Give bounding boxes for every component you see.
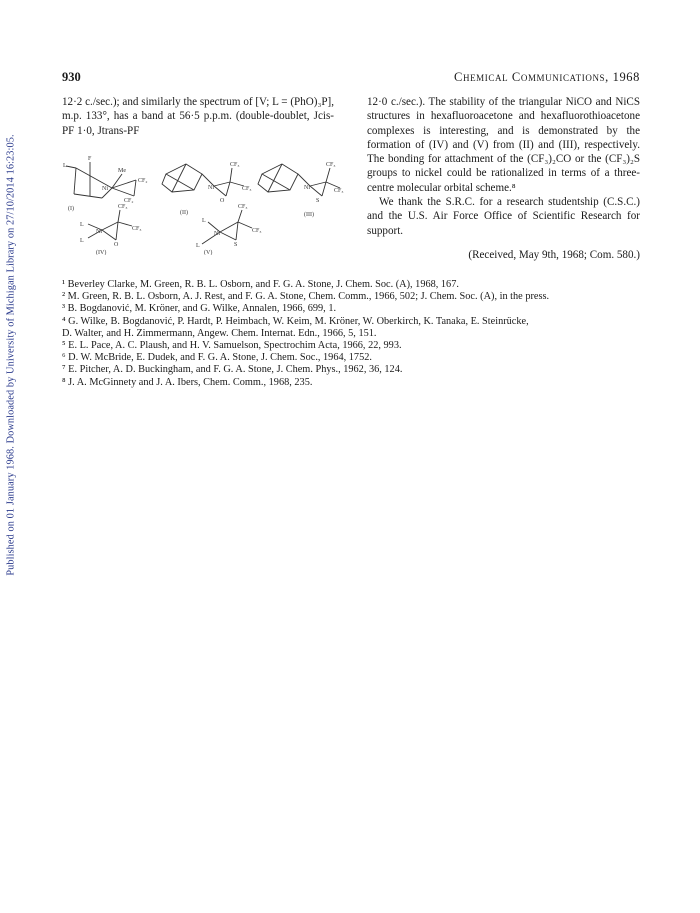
label-compound-v: (V) — [204, 250, 213, 255]
label-cf3a-ii: CF₃ — [230, 162, 240, 168]
label-compound-iv: (IV) — [96, 250, 107, 255]
structure-i — [63, 156, 147, 212]
left-column — [62, 95, 334, 138]
label-l2-iv: L — [80, 238, 84, 244]
label-cf3b-iii: CF₃ — [334, 188, 344, 194]
reference-8: ⁸ J. A. McGinnety and J. A. Ibers, Chem. Comm., 1968, 235. — [62, 376, 313, 388]
label-l1-v: L — [196, 243, 200, 249]
reference-4: ⁴ G. Wilke, B. Bogdanović, P. Hardt, P. Heimbach, W. Keim, M. Kröner, W. Oberkirch, K. Tanaka, E. Steinrücke, — [62, 315, 529, 327]
reference-3: ³ B. Bogdanović, M. Kröner, and G. Wilke, Annalen, 1966, 699, 1. — [62, 303, 337, 315]
label-me-i: Me — [118, 168, 126, 174]
label-cf3b-ii: CF₃ — [242, 186, 252, 192]
label-l2-v: L — [202, 218, 206, 224]
label-ni-ii: Ni — [208, 185, 214, 191]
label-cf2-i: CF₂ — [138, 178, 148, 184]
journal-title: Chemical Communications, 1968 — [454, 70, 640, 84]
structure-figure — [62, 150, 347, 255]
label-compound-i: (I) — [68, 206, 74, 212]
reference-7: ⁷ E. Pitcher, A. D. Buckingham, and F. G. A. Stone, J. Chem. Phys., 1962, 36, 124. — [62, 364, 403, 376]
label-s-v: S — [234, 242, 238, 248]
label-cf3b-iv: CF₃ — [132, 226, 142, 232]
label-o-iv: O — [114, 242, 119, 248]
label-cf3b-v: CF₃ — [252, 228, 262, 234]
reference-1: ¹ Beverley Clarke, M. Green, R. B. L. Osborn, and F. G. A. Stone, J. Chem. Soc. (A), 1968, 167. — [62, 279, 459, 290]
label-f-i: F — [88, 156, 92, 162]
label-l1-iv: L — [80, 222, 84, 228]
reference-list — [62, 279, 640, 389]
page-number: 930 — [62, 70, 81, 84]
left-column-text: 12·2 c./sec.); and similarly the spectrum of [V; L = (PhO)₃P], m.p. 133°, has a band at 56·5 p.p.m. (double-doublet, Jcis-PF 1·0, Jtrans-PF — [62, 96, 334, 137]
label-cf2b-i: CF₂ — [124, 198, 134, 204]
download-watermark-text: Published on 01 January 1968. Downloaded by University of Michigan Library on 27/10/2014 16:23:05. — [5, 134, 17, 576]
reference-6: ⁶ D. W. McBride, E. Dudek, and F. G. A. Stone, J. Chem. Soc., 1964, 1752. — [62, 352, 372, 364]
structure-iv — [80, 204, 141, 255]
label-o-ii: O — [220, 198, 225, 204]
structure-v — [196, 204, 261, 255]
received-note: (Received, May 9th, 1968; Com. 580.) — [468, 248, 640, 261]
running-header — [62, 70, 640, 86]
label-cf3a-iv: CF₃ — [118, 204, 128, 210]
label-ni-iii: Ni — [304, 185, 310, 191]
label-l-i: L — [63, 163, 67, 169]
reference-5: ⁵ E. L. Pace, A. C. Plaush, and H. V. Samuelson, Spectrochim Acta, 1966, 22, 993. — [62, 340, 402, 352]
label-ni-v: Ni — [214, 231, 220, 237]
download-watermark — [4, 120, 18, 590]
structure-iii — [258, 162, 343, 218]
label-s-iii: S — [316, 198, 320, 204]
reference-4-continued: D. Walter, and H. Zimmermann, Angew. Chem. Internat. Edn., 1966, 5, 151. — [62, 327, 377, 339]
right-column — [367, 95, 640, 262]
label-cf3a-iii: CF₃ — [326, 162, 336, 168]
right-column-paragraph-1: 12·0 c./sec.). The stability of the triangular NiCO and NiCS structures in hexafluoroacetone and hexafluorothioacetone complexes is interesting, and is demonstrated by the formation of (IV) and (V) from (II) and (III), respectively. The bonding for attachment of the (CF₃)₂CO or the (CF₃)₂S groups to nickel could be rationalized in terms of a three-centre molecular orbital scheme.⁸ — [367, 96, 640, 194]
label-cf3a-v: CF₃ — [238, 204, 248, 210]
label-ni-i: Ni — [102, 186, 108, 192]
acknowledgement-paragraph: We thank the S.R.C. for a research studentship (C.S.C.) and the U.S. Air Force Office of Scientific Research for support. — [367, 196, 640, 237]
reference-2: ² M. Green, R. B. L. Osborn, A. J. Rest, and F. G. A. Stone, Chem. Comm., 1966, 502; J. Chem. Soc. (A), in the press. — [62, 291, 550, 303]
label-compound-ii: (II) — [180, 210, 188, 216]
label-ni-iv: Ni — [96, 229, 102, 235]
label-compound-iii: (III) — [304, 212, 314, 218]
